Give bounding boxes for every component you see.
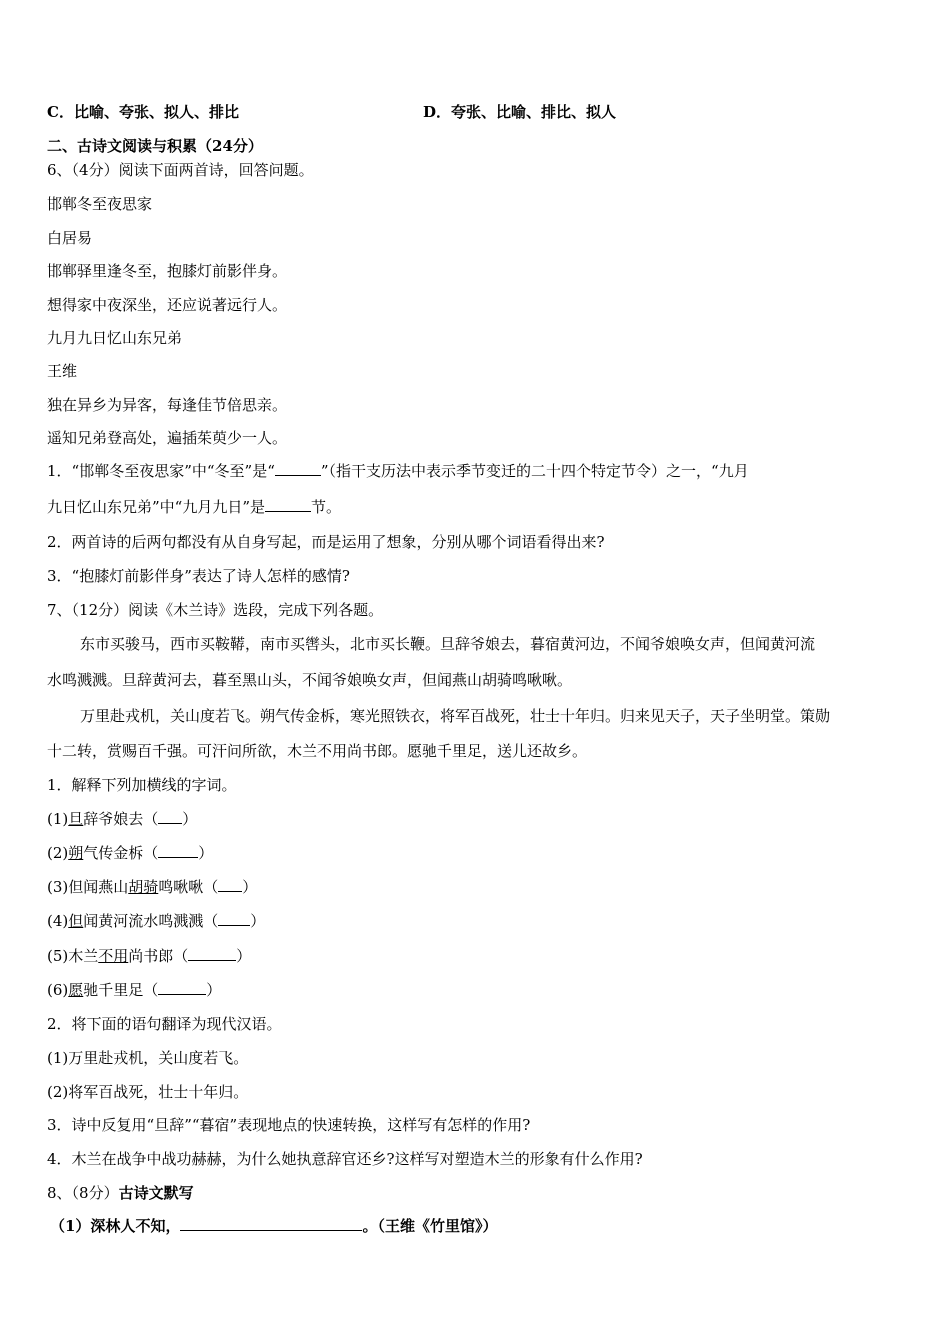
answer-blank[interactable]: [158, 843, 198, 858]
q7-para2-line1: 万里赴戎机，关山度若飞。朔气传金柝，寒光照铁衣，将军百战死，壮士十年归。归来见天子，天子坐明堂。策勋: [80, 707, 831, 725]
translate-item-2: (2)将军百战死，壮士十年归。: [47, 1083, 249, 1101]
option-row-cd: [47, 102, 910, 122]
answer-blank[interactable]: [188, 946, 236, 961]
q8-item-1: （1）深林人不知， 。（王维《竹里馆》）: [50, 1217, 498, 1235]
poem2-author: 王维: [47, 362, 78, 380]
answer-blank[interactable]: [275, 461, 321, 476]
poem1-line1: 邯郸驿里逢冬至，抱膝灯前影伴身。: [47, 262, 288, 280]
poem1-title: 邯郸冬至夜思家: [47, 195, 153, 213]
word-item-3: (3)但闻燕山胡骑鸣啾啾（ ）: [47, 878, 258, 896]
poem2-line2: 遥知兄弟登高处，遍插茱萸少一人。: [47, 429, 288, 447]
answer-blank[interactable]: [158, 809, 182, 824]
word-item-6: (6)愿驰千里足（ ）: [47, 981, 222, 999]
q7-para1-line2: 水鸣溅溅。旦辞黄河去，暮至黑山头，不闻爷娘唤女声，但闻燕山胡骑鸣啾啾。: [47, 671, 573, 689]
poem1-author: 白居易: [47, 229, 93, 247]
q7-sub4: 4．木兰在战争中战功赫赫，为什么她执意辞官还乡?这样写对塑造木兰的形象有什么作用?: [47, 1150, 643, 1168]
word-item-2: (2)朔气传金柝（ ）: [47, 844, 214, 862]
word-item-5: (5)木兰不用尚书郎（ ）: [47, 947, 252, 965]
q6-sub2: 2．两首诗的后两句都没有从自身写起，而是运用了想象，分别从哪个词语看得出来?: [47, 533, 605, 551]
poem2-title: 九月九日忆山东兄弟: [47, 329, 183, 347]
q6-sub1-line2: 九日忆山东兄弟”中“九月九日”是 节。: [47, 498, 342, 516]
answer-blank[interactable]: [265, 497, 311, 512]
poem2-line1: 独在异乡为异客，每逢佳节倍思亲。: [47, 396, 288, 414]
q6-sub3: 3．“抱膝灯前影伴身”表达了诗人怎样的感情?: [47, 567, 350, 585]
q6-sub1-line1: 1．“邯郸冬至夜思家”中“冬至”是“ ”（指干支历法中表示季节变迁的二十四个特定节令）之一，“九月: [47, 462, 749, 480]
answer-blank[interactable]: [218, 877, 242, 892]
translate-item-1: (1)万里赴戎机，关山度若飞。: [47, 1049, 249, 1067]
q7-sub2: 2．将下面的语句翻译为现代汉语。: [47, 1015, 282, 1033]
q7-sub3: 3．诗中反复用“旦辞”“暮宿”表现地点的快速转换，这样写有怎样的作用?: [47, 1116, 531, 1134]
section-title: 二、古诗文阅读与积累（24分）: [47, 137, 263, 155]
q7-para1-line1: 东市买骏马，西市买鞍鞯，南市买辔头，北市买长鞭。旦辞爷娘去，暮宿黄河边，不闻爷娘唤女声，但闻黄河流: [80, 635, 816, 653]
answer-blank[interactable]: [158, 980, 206, 995]
answer-blank[interactable]: [180, 1216, 362, 1231]
option-c: C．比喻、夸张、拟人、排比: [47, 103, 239, 121]
word-item-4: (4)但闻黄河流水鸣溅溅（ ）: [47, 912, 266, 930]
word-item-1: (1)旦辞爷娘去（ ）: [47, 810, 198, 828]
q6-stem: 6、（4分）阅读下面两首诗，回答问题。: [47, 161, 314, 179]
q7-para2-line2: 十二转，赏赐百千强。可汗问所欲，木兰不用尚书郎。愿驰千里足，送儿还故乡。: [47, 742, 588, 760]
q8-stem: 8、（8分）古诗文默写: [47, 1184, 194, 1202]
answer-blank[interactable]: [218, 911, 250, 926]
q7-stem: 7、（12分）阅读《木兰诗》选段，完成下列各题。: [47, 601, 384, 619]
option-d: D．夸张、比喻、排比、拟人: [423, 103, 617, 121]
poem1-line2: 想得家中夜深坐，还应说著远行人。: [47, 296, 288, 314]
q7-sub1: 1．解释下列加横线的字词。: [47, 776, 237, 794]
